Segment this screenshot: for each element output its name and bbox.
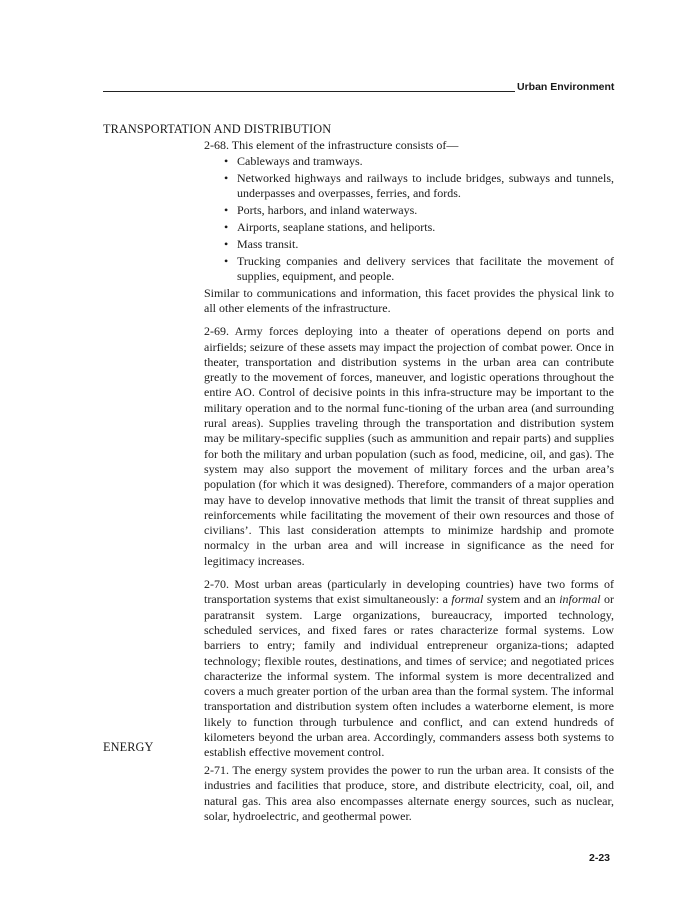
paragraph-2-68-closing: Similar to communications and information, this facet provides the physical link to all other elements of the infrastructure. bbox=[204, 285, 614, 315]
bullet-icon: • bbox=[224, 236, 229, 251]
paragraph-2-69: 2-69. Army forces deploying into a theater of operations depend on ports and airfields; seizure of these assets may impact the projection of combat power. Once in theater, transportation and distribution systems in the urban area can contribute greatly to the movement of forces, maneuver, and logistic operations throughout the entire AO. Control of decisive points in this infra-structure may be important to the military operation and to the normal func-tioning of the urban area (and surrounding rural areas). Supplies traveling through the transportation and distribution system may be military-specific supplies (such as ammunition and repair parts) and supplies for both the military and urban population (such as food, medicine, oil, and gas). The system may also support the movement of military forces and the urban area’s population (for which it was designed). Therefore, commanders of a major operation may have to develop innovative methods that limit the transit of threat supplies and reinforcements while facilitating the movement of their own resources and those of civilians’. This last consideration attempts to minimize hardship and promote normalcy in the urban area and will increase in significance as the need for legitimacy increases. bbox=[204, 324, 614, 568]
bullet-icon: • bbox=[224, 171, 229, 186]
paragraph-2-68-intro: 2-68. This element of the infrastructure consists of— bbox=[204, 138, 459, 152]
paragraph-2-70: 2-70. Most urban areas (particularly in developing countries) have two forms of transportation systems that exist simultaneously: a formal system and an informal or paratransit system. Large organizations, bureaucracy, imported technology, scheduled services, and fixed fares or rates characterize formal systems. Low barriers to entry; family and individual entrepreneur organiza-tions; adapted technology; flexible routes, destinations, and times of service; and negotiated prices characterize the informal system. The informal system is more decentralized and covers a much greater portion of the urban area than the formal system. The informal transportation and distribution system often includes a waterborne element, is more likely to function through turbulence and conflict, and can extend hundreds of kilometers beyond the urban area. Accordingly, commanders assess both systems to establish effective movement control. bbox=[204, 577, 614, 760]
page-number: 2-23 bbox=[589, 852, 611, 864]
bullet-icon: • bbox=[224, 154, 229, 169]
section-heading-transportation: TRANSPORTATION AND DISTRIBUTION bbox=[103, 122, 332, 136]
emphasis-formal: formal bbox=[451, 592, 484, 607]
bullet-list bbox=[204, 154, 614, 284]
list-item: • Mass transit. bbox=[224, 236, 299, 251]
list-item: • Cableways and tramways. bbox=[224, 154, 363, 169]
emphasis-informal: informal bbox=[559, 592, 601, 607]
transportation-body bbox=[204, 138, 614, 761]
list-item: • Ports, harbors, and inland waterways. bbox=[224, 203, 418, 218]
paragraph-2-71: 2-71. The energy system provides the power to run the urban area. It consists of the industries and facilities that produce, store, and distribute electricity, coal, oil, and natural gas. This area also encompasses alternate energy sources, such as nuclear, solar, hydroelectric, and geothermal power. bbox=[204, 763, 614, 823]
energy-body bbox=[204, 763, 614, 824]
bullet-icon: • bbox=[224, 253, 229, 268]
running-head: Urban Environment bbox=[517, 81, 615, 93]
section-heading-energy: ENERGY bbox=[103, 740, 154, 754]
list-item: • Networked highways and railways to include bridges, subways and tunnels, underpasses and overpasses, ferries, and fords. bbox=[224, 171, 614, 201]
list-item: • Airports, seaplane stations, and heliports. bbox=[224, 219, 436, 234]
bullet-icon: • bbox=[224, 203, 229, 218]
header-rule bbox=[103, 91, 515, 92]
bullet-icon: • bbox=[224, 219, 229, 234]
list-item: • Trucking companies and delivery services that facilitate the movement of supplies, equipment, and people. bbox=[224, 253, 614, 283]
